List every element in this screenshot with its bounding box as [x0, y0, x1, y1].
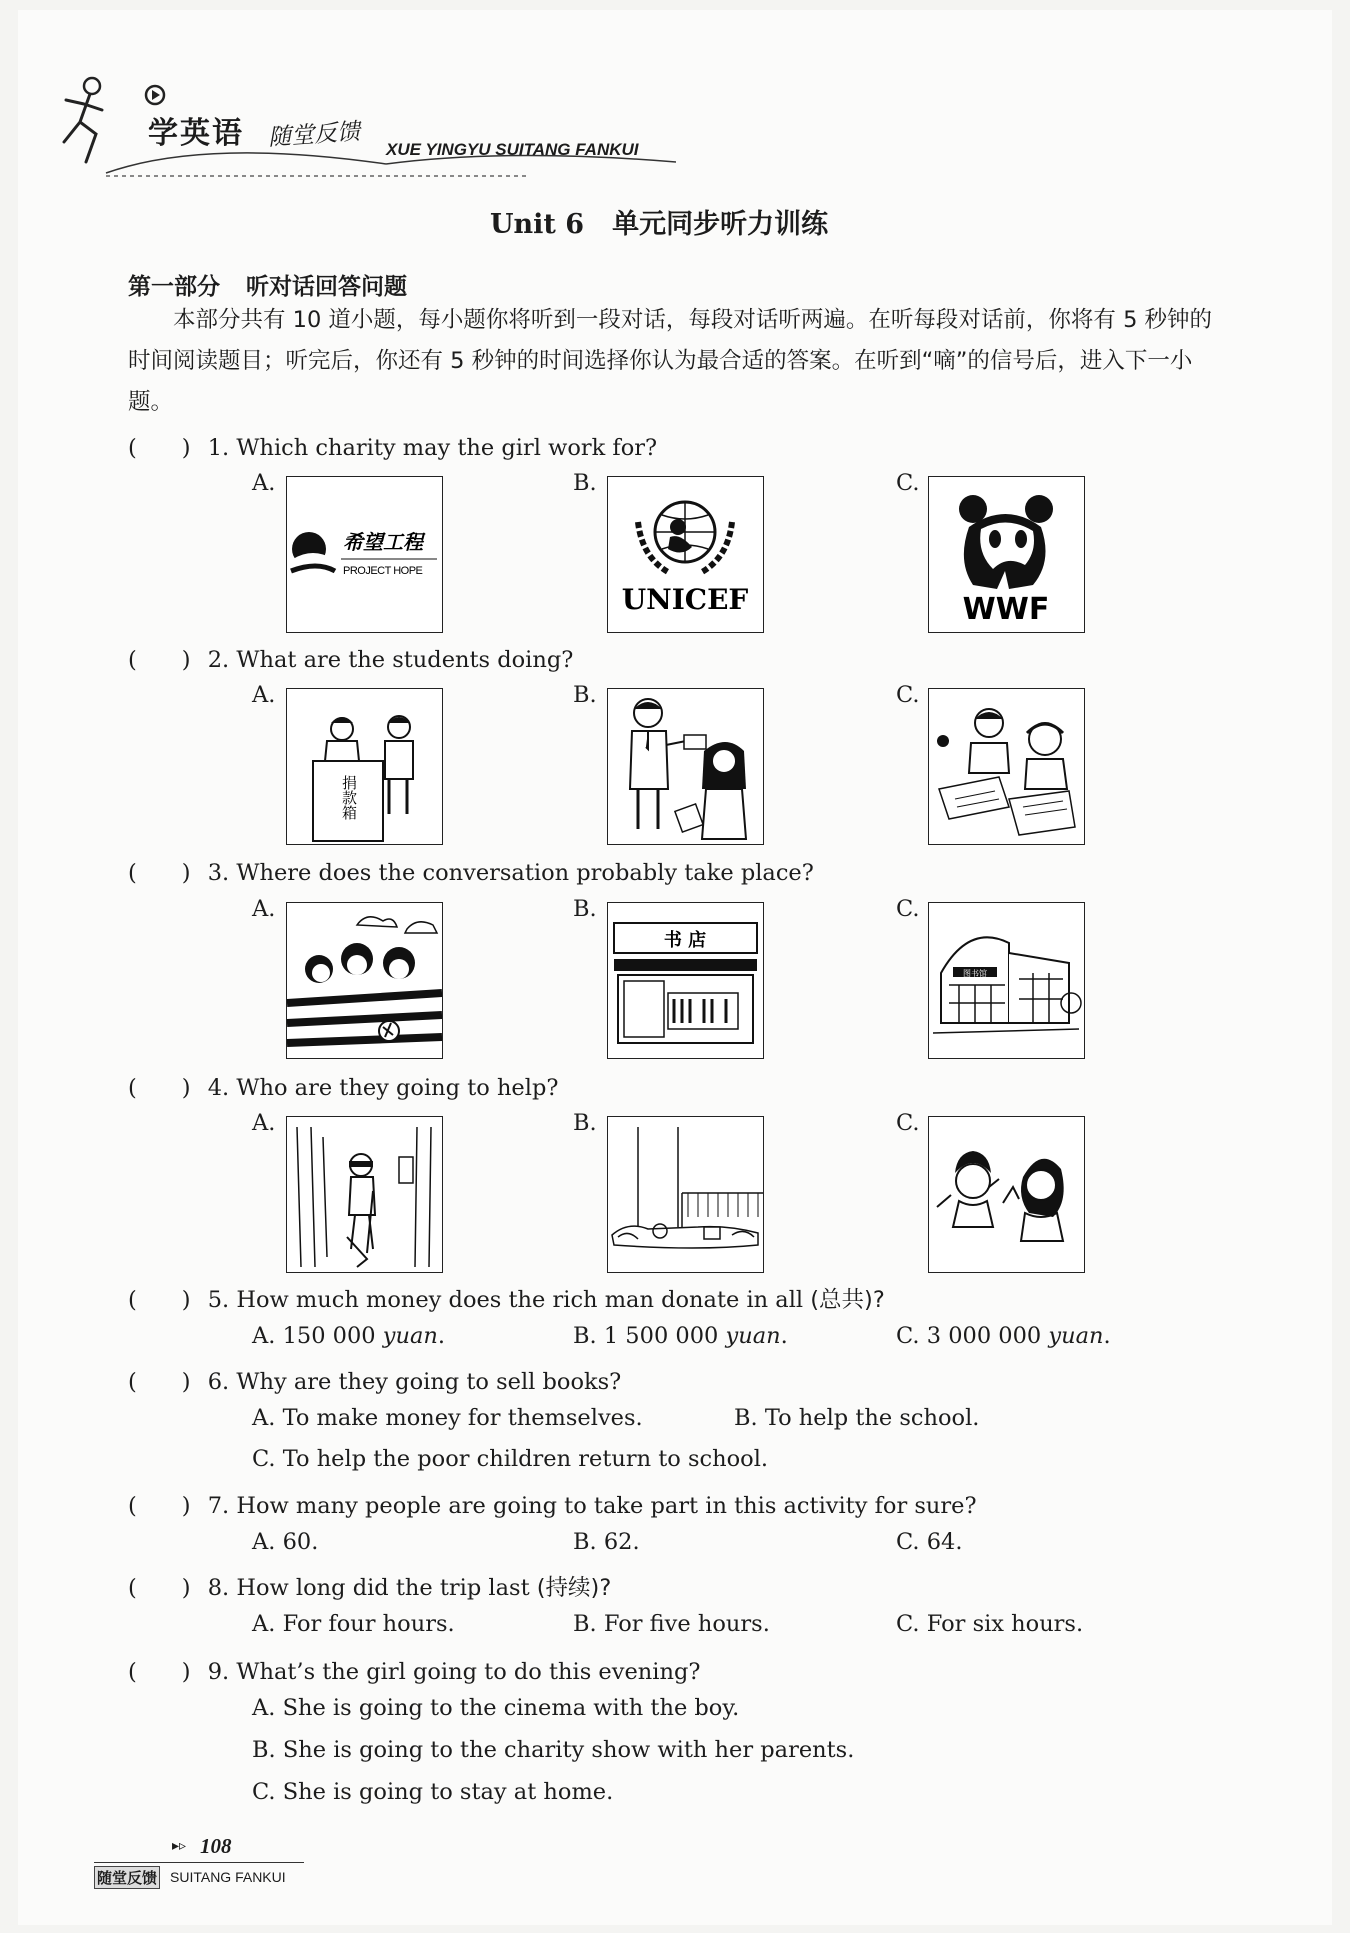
answer-blank[interactable]: ( ): [128, 1493, 191, 1519]
page-title: [490, 202, 828, 241]
option-period: .: [780, 1323, 788, 1349]
option-8c[interactable]: [896, 1611, 1083, 1637]
option-letter: B.: [573, 1611, 597, 1637]
project-hope-logo: [287, 477, 442, 632]
option-letter: C.: [896, 1110, 920, 1136]
question-2: [128, 642, 573, 674]
answer-blank[interactable]: ( ): [128, 1287, 191, 1313]
option-letter: A.: [252, 1323, 276, 1349]
bookstore-illustration: [608, 903, 763, 1058]
option-9c[interactable]: [252, 1779, 613, 1805]
option-letter: A.: [252, 682, 276, 708]
option-text: She is going to stay at home.: [282, 1779, 614, 1805]
option-text: For four hours.: [282, 1611, 455, 1637]
unicef-caption: UNICEF: [621, 583, 749, 616]
option-6b[interactable]: [734, 1405, 979, 1431]
option-image-donation-box[interactable]: [286, 688, 443, 845]
question-9: [128, 1654, 700, 1686]
deaf-couple-illustration: [929, 1117, 1084, 1272]
library-illustration: [929, 903, 1084, 1058]
option-amount: 150 000: [282, 1323, 376, 1349]
question-text: Why are they going to sell books?: [236, 1369, 622, 1395]
question-3: [128, 855, 814, 887]
question-number: 8.: [207, 1575, 230, 1601]
arrow-icon: ▸▹: [172, 1838, 187, 1854]
option-image-bookstore[interactable]: [607, 902, 764, 1059]
question-number: 6.: [207, 1369, 230, 1395]
playground-illustration: [287, 903, 442, 1058]
play-icon: [144, 84, 166, 106]
option-image-writing[interactable]: [928, 688, 1085, 845]
writing-illustration: [929, 689, 1084, 844]
option-5a[interactable]: [252, 1323, 445, 1349]
option-7a[interactable]: [252, 1529, 318, 1555]
option-letter: C.: [896, 1529, 920, 1555]
option-image-deaf-couple[interactable]: [928, 1116, 1085, 1273]
question-number: 5.: [207, 1287, 230, 1313]
section-name: 听对话回答问题: [246, 274, 407, 300]
question-text: Where does the conversation probably take place?: [236, 860, 814, 886]
project-hope-cn: 希望工程: [343, 530, 423, 554]
option-image-handing-paper[interactable]: [607, 688, 764, 845]
answer-blank[interactable]: ( ): [128, 647, 191, 673]
question-5: [128, 1282, 885, 1314]
option-text: 62.: [603, 1529, 640, 1555]
option-image-library[interactable]: [928, 902, 1085, 1059]
footer-label-cn: 随堂反馈: [94, 1866, 160, 1889]
option-image-blind-man[interactable]: [286, 1116, 443, 1273]
option-text: She is going to the cinema with the boy.: [282, 1695, 740, 1721]
donation-box-label: 捐款箱: [340, 775, 358, 820]
section-label: 第一部分: [128, 274, 220, 300]
option-text: She is going to the charity show with her parents.: [282, 1737, 855, 1763]
answer-blank[interactable]: ( ): [128, 1075, 191, 1101]
blind-man-illustration: [287, 1117, 442, 1272]
option-image-wwf[interactable]: [928, 476, 1085, 633]
option-period: .: [437, 1323, 446, 1349]
answer-blank[interactable]: ( ): [128, 1659, 191, 1685]
question-number: 3.: [207, 860, 230, 886]
question-note: (持续)?: [536, 1575, 612, 1601]
option-letter: A.: [252, 1110, 276, 1136]
option-image-project-hope[interactable]: [286, 476, 443, 633]
option-letter: C.: [896, 682, 920, 708]
option-letter: C.: [896, 896, 920, 922]
option-9a[interactable]: [252, 1695, 739, 1721]
question-text: Who are they going to help?: [236, 1075, 559, 1101]
section-intro: 本部分共有 10 道小题，每小题你将听到一段对话，每段对话听两遍。在听每段对话前，你将有 5 秒钟的时间阅读题目；听完后，你还有 5 秒钟的时间选择你认为最合适的答案。在听到“嘀”的信号后，进入下一小题。: [128, 307, 1213, 415]
option-unit: yuan: [725, 1323, 781, 1349]
page-number: 108: [200, 1834, 232, 1858]
bookstore-sign: 书 店: [663, 930, 707, 951]
option-letter: B.: [573, 470, 597, 496]
answer-blank[interactable]: ( ): [128, 1369, 191, 1395]
handing-paper-illustration: [608, 689, 763, 844]
option-6a[interactable]: [252, 1405, 643, 1431]
project-hope-caption: PROJECT HOPE: [343, 565, 423, 577]
option-text: To help the poor children return to school.: [282, 1446, 769, 1472]
header-subtitle: 随堂反馈: [267, 118, 361, 152]
option-letter: C.: [896, 1323, 920, 1349]
option-letter: A.: [252, 1405, 276, 1431]
option-letter: B.: [573, 896, 597, 922]
header-banner: [56, 70, 676, 175]
answer-blank[interactable]: ( ): [128, 435, 191, 461]
question-number: 4.: [207, 1075, 230, 1101]
question-text: What are the students doing?: [236, 647, 574, 673]
answer-blank[interactable]: ( ): [128, 1575, 191, 1601]
question-4: [128, 1070, 558, 1102]
question-6: [128, 1364, 621, 1396]
header-pinyin: XUE YINGYU SUITANG FANKUI: [386, 140, 639, 159]
option-text: For six hours.: [926, 1611, 1084, 1637]
option-letter: B.: [734, 1405, 758, 1431]
section-heading: [128, 268, 407, 301]
workbook-page: [18, 10, 1332, 1925]
footer-rule: [94, 1862, 304, 1863]
answer-blank[interactable]: ( ): [128, 860, 191, 886]
option-letter: C.: [252, 1446, 276, 1472]
option-letter: C.: [252, 1779, 276, 1805]
footer: [94, 1836, 394, 1896]
option-letter: B.: [573, 1323, 597, 1349]
question-number: 9.: [207, 1659, 230, 1685]
header-title: 学英语: [148, 116, 244, 151]
option-image-homeless[interactable]: [607, 1116, 764, 1273]
question-number: 2.: [207, 647, 230, 673]
option-text: To help the school.: [764, 1405, 980, 1431]
donation-box-illustration: [287, 689, 442, 844]
question-text: How many people are going to take part in this activity for sure?: [236, 1493, 977, 1519]
option-9b[interactable]: [252, 1737, 854, 1763]
option-5c[interactable]: [896, 1323, 1111, 1349]
option-letter: C.: [896, 1611, 920, 1637]
option-amount: 3 000 000: [926, 1323, 1042, 1349]
option-5b[interactable]: [573, 1323, 788, 1349]
question-number: 1.: [207, 435, 230, 461]
option-letter: C.: [896, 470, 920, 496]
question-1: [128, 430, 657, 462]
option-letter: B.: [573, 1110, 597, 1136]
option-letter: A.: [252, 1529, 276, 1555]
option-letter: A.: [252, 1695, 276, 1721]
option-letter: B.: [573, 1529, 597, 1555]
option-amount: 1 500 000: [603, 1323, 719, 1349]
question-note: (总共)?: [810, 1287, 885, 1313]
option-8b[interactable]: [573, 1611, 770, 1637]
question-text: How long did the trip last: [236, 1575, 530, 1601]
option-7c[interactable]: [896, 1529, 963, 1555]
question-text: Which charity may the girl work for?: [236, 435, 658, 461]
wwf-panda-logo: [929, 477, 1084, 632]
unit-label: Unit 6: [490, 209, 585, 240]
option-text: 60.: [282, 1529, 319, 1555]
question-7: [128, 1488, 977, 1520]
option-unit: yuan: [1048, 1323, 1104, 1349]
option-8a[interactable]: [252, 1611, 455, 1637]
option-letter: A.: [252, 470, 276, 496]
option-6c[interactable]: [252, 1446, 768, 1472]
option-7b[interactable]: [573, 1529, 640, 1555]
question-8: [128, 1570, 611, 1602]
homeless-person-illustration: [608, 1117, 763, 1272]
unicef-logo: [608, 477, 763, 632]
option-text: 64.: [926, 1529, 963, 1555]
header-swoosh: [86, 118, 676, 178]
option-unit: yuan: [382, 1323, 438, 1349]
unit-name: 单元同步听力训练: [612, 209, 829, 240]
option-letter: A.: [252, 896, 276, 922]
option-image-playground[interactable]: [286, 902, 443, 1059]
option-text: To make money for themselves.: [282, 1405, 643, 1431]
option-letter: B.: [573, 682, 597, 708]
question-number: 7.: [207, 1493, 230, 1519]
footer-label-pinyin: SUITANG FANKUI: [170, 1869, 286, 1885]
option-letter: A.: [252, 1611, 276, 1637]
library-sign: 图书馆: [963, 969, 987, 978]
wwf-caption: WWF: [962, 592, 1050, 627]
question-text: How much money does the rich man donate in all: [236, 1287, 804, 1313]
question-text: What’s the girl going to do this evening?: [236, 1659, 701, 1685]
option-period: .: [1103, 1323, 1111, 1349]
option-text: For five hours.: [603, 1611, 770, 1637]
option-image-unicef[interactable]: [607, 476, 764, 633]
option-letter: B.: [252, 1737, 276, 1763]
